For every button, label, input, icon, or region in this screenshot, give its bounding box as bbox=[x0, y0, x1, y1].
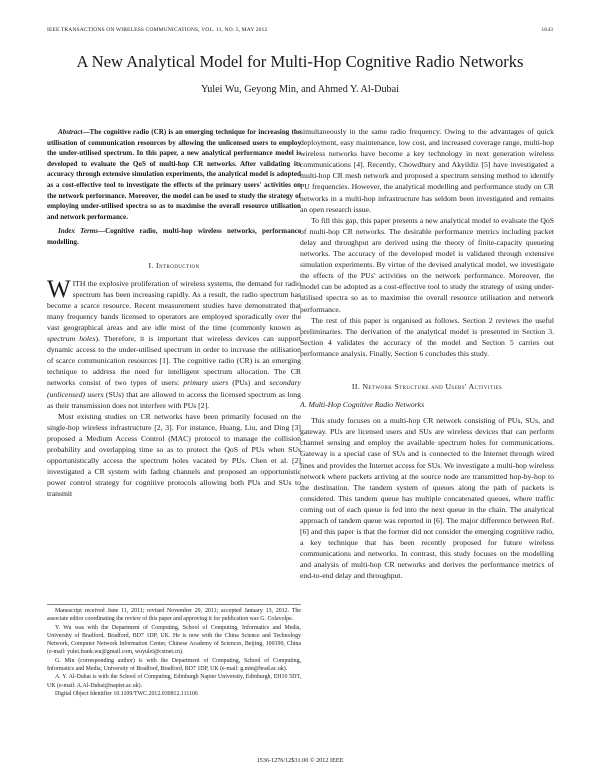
footnote-manuscript: Manuscript received June 11, 2011; revised November 29, 2011; accepted January 13, 2012. The associate editor coordinating the review of this paper and approving it for publication was G. Colavolpe. bbox=[47, 608, 301, 623]
intro-paragraph-5: The rest of this paper is organised as follows. Section 2 reviews the useful preliminaries. The derivation of the analytical model is presented in Section 3. Section 4 validates the accuracy of the model and Section 5 carries out performance analysis. Finally, Section 6 concludes this study. bbox=[300, 315, 554, 358]
section-heading-network-structure: II. Network Structure and Users' Activities bbox=[351, 381, 503, 391]
drop-cap: W bbox=[47, 275, 71, 303]
footnote-author-wu: Y. Wu was with the Department of Computing, School of Computing, Informatics and Media, University of Bradford, Bradford, BD7 1DP, UK. He is now with the China Science and Technology Network, Computer Network Information Center, Chinese Academy of Sciences, Beijing, 100190, China (e-mail: yulei.frank.wu@gmail.com, wuyulei@cstnet.cn). bbox=[47, 624, 301, 656]
intro-p1-text-b: ). Therefore, it is important that wireless devices can support dynamic access to the under-utilised spectrum in order to increase the utilisation of scarce communication resources [1]. The cognitive radio (CR) is an emerging technique to address the need for intelligent spectrum allocation. The CR networks consist of two types of users: bbox=[47, 334, 301, 388]
intro-p1-text-a: ITH the explosive proliferation of wireless systems, the demand for radio spectrum has been increasing rapidly. As a result, the radio spectrum has become a scarce resource. Recent measurement studies have demonstrated that many frequency bands licensed to operators are employed sporadically over the vast geographical areas and are idle most of the time (commonly known as bbox=[47, 278, 301, 332]
index-terms-text: —Cognitive radio, multi-hop wireless networks, performance modelling. bbox=[47, 227, 301, 246]
intro-p1-text-c: (PUs) and bbox=[228, 378, 270, 388]
intro-p1-text-d: (SUs) that are allowed to access the licensed spectrum as long as their transmission does not interfere with PUs [2]. bbox=[47, 389, 301, 410]
page-number: 1643 bbox=[541, 27, 553, 33]
subsection-heading-multi-hop: A. Multi-Hop Cognitive Radio Networks bbox=[300, 400, 425, 410]
footnote-author-al-dubai: A. Y. Al-Dubai is with the School of Computing, Edinburgh Napier University, Edinburgh, EH10 5DT, UK (e-mail: A.Al-Dubai@napier.ac.uk). bbox=[47, 674, 301, 689]
abstract bbox=[47, 127, 301, 222]
running-head bbox=[47, 27, 553, 33]
footnotes bbox=[47, 604, 301, 698]
intro-paragraph-4: To fill this gap, this paper presents a new analytical model to evaluate the QoS of multi-hop CR networks. The desirable performance metrics including packet delay and throughput are derived using the theory of finite-capacity queueing networks. The accuracy of the developed model is validated through extensive simulation experiments. By virtue of the devised analytical model, we investigate the effects of the PUs' activities on the network performance. Moreover, the model can be adopted as a cost-effective tool to study the strategy of using under-utilised spectra so as to maximise the overall resource utilisation and network performance. bbox=[300, 215, 554, 314]
paper-authors: Yulei Wu, Geyong Min, and Ahmed Y. Al-Dubai bbox=[200, 84, 400, 95]
journal-info: IEEE TRANSACTIONS ON WIRELESS COMMUNICATIONS, VOL. 11, NO. 5, MAY 2012 bbox=[47, 27, 268, 33]
right-column bbox=[300, 126, 554, 582]
intro-paragraph-3: simultaneously in the same radio frequency. Owing to the advantages of quick deployment, easy maintenance, low cost, and increased coverage range, multi-hop wireless networks have become a key technology in next generation wireless communications [4]. Recently, Chowdhury and Akyildiz [5] have investigated a multi-hop CR mesh network and proposed a spectrum sensing method to identify PU frequencies. However, the analytical modelling and performance study on CR networks in a multi-hop infrastructure has seldom been investigated and remains an open research issue. bbox=[300, 127, 554, 214]
intro-p1-em-spectrum-holes: spectrum holes bbox=[47, 334, 96, 344]
footnote-author-min: G. Min (corresponding author) is with the Department of Computing, School of Computing, Informatics and Media, University of Bradford, Bradford, BD7 1DP, UK (e-mail: g.min@brad.ac.uk). bbox=[47, 657, 301, 673]
intro-p1-em-primary-users: primary users bbox=[183, 378, 229, 388]
left-column bbox=[47, 127, 301, 500]
paper-title: A New Analytical Model for Multi-Hop Cognitive Radio Networks bbox=[76, 52, 524, 71]
footnote-rule bbox=[47, 604, 301, 605]
copyright-line: 1536-1276/12$31.00 © 2012 IEEE bbox=[256, 757, 344, 764]
index-terms-lead: Index Terms bbox=[58, 227, 99, 236]
intro-p1-em-secondary-users: secondary (unlicensed) users bbox=[47, 378, 301, 399]
index-terms bbox=[47, 226, 301, 247]
abstract-lead: Abstract bbox=[58, 128, 83, 136]
intro-paragraph-1 bbox=[47, 275, 301, 411]
section2-paragraph-1: This study focuses on a multi-hop CR network consisting of PUs, SUs, and gateway. PUs are licensed users and SUs are wireless devices that can perform channel sensing and employ the available spectrum holes for communications. Gateway is a special case of SUs and is connected to the Internet through wired lines and provides the Internet access for SUs. We investigate a multi-hop wireless network where packets arriving at the source node are transmitted hop-by-hop to the destination. The tandem system of queues along the path of packets is considered. This tandem queue has multiple concatenated queues, where traffic coming out of each queue is fed into the next queue in the chain. The analytical approach of tandem queue was reported in [6]. The major difference between Ref. [6] and this paper is that the former did not consider the emerging cognitive radio, a key technique that has been recently proposed for future wireless communications and networks. In contrast, this study focuses on the modelling and analysis of multi-hop CR networks and derives the performance metrics of end-to-end delay and throughput. bbox=[300, 416, 554, 581]
section-heading-introduction: I. Introduction bbox=[148, 260, 200, 270]
footnote-doi: Digital Object Identifier 10.1109/TWC.2012.030812.111106 bbox=[55, 690, 198, 697]
abstract-text: —The cognitive radio (CR) is an emerging technique for increasing the utilisation of communication resources by allowing the unlicensed users to employ the under-utilised spectrum. In this paper, a new analytical performance model is developed to evaluate the QoS of multi-hop CR networks. After validating its accuracy through extensive simulation experiments, the analytical model is adopted as a cost-effective tool to investigate the effects of the primary users' activities on the network performance. Moreover, the model can be used to study the strategy of employing under-utilised spectra so as to maximise the overall resource utilisation and network performance. bbox=[47, 128, 301, 221]
intro-paragraph-2: Most existing studies on CR networks have been primarily focused on the single-hop wireless infrastructure [2, 3]. For instance, Huang, Liu, and Ding [3] proposed a Medium Access Control (MAC) protocol to manage the collision probability and overlapping time so as to protect the QoS of PUs when SUs opportunistically access the spectrum holes vacated by PUs. Chen et al. [2] investigated a CR system with fading channels and proposed an opportunistic power control strategy for cognitive protocols allowing both PUs and SUs to transmit bbox=[47, 411, 301, 499]
